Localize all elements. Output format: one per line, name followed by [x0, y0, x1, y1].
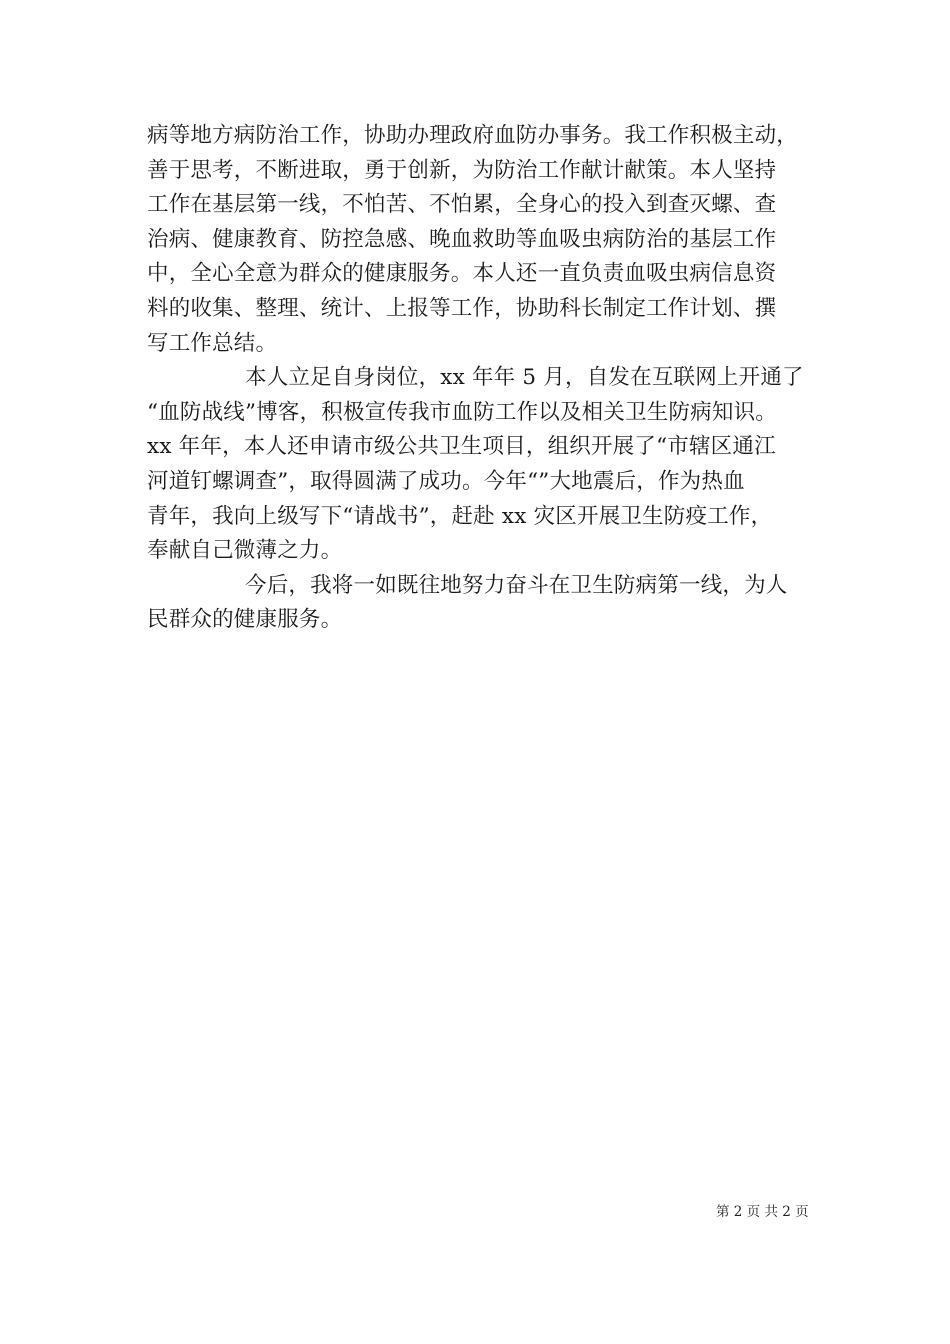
text-line: 工作在基层第一线，不怕苦、不怕累，全身心的投入到查灭螺、查 [147, 192, 777, 218]
text-line: xx 年年，本人还申请市级公共卫生项目，组织开展了“市辖区通江 [147, 434, 776, 460]
page-number-footer: 第 2 页 共 2 页 [716, 1204, 809, 1220]
text-line: “血防战线”博客，积极宣传我市血防工作以及相关卫生防病知识。 [147, 399, 777, 425]
text-line: 中，全心全意为群众的健康服务。本人还一直负责血吸虫病信息资 [147, 261, 777, 287]
document-body [147, 119, 847, 638]
text-line: 善于思考，不断进取，勇于创新，为防治工作献计献策。本人坚持 [147, 157, 777, 183]
text-line: 病等地方病防治工作，协助办理政府血防办事务。我工作积极主动， [147, 123, 799, 148]
text-line: 料的收集、整理、统计、上报等工作，协助科长制定工作计划、撰 [147, 295, 777, 321]
text-line: 治病、健康教育、防控急感、晚血救助等血吸虫病防治的基层工作 [147, 226, 777, 252]
text-line: 今后，我将一如既往地努力奋斗在卫生防病第一线，为人 [245, 572, 788, 598]
text-line: 奉献自己微薄之力。 [147, 538, 343, 564]
text-line: 青年，我向上级写下“请战书”，赶赴 xx 灾区开展卫生防疫工作， [147, 503, 773, 529]
text-line: 河道钉螺调查”，取得圆满了成功。今年“”大地震后，作为热血 [147, 468, 745, 494]
paragraph-3 [147, 569, 847, 638]
text-line: 写工作总结。 [147, 330, 278, 356]
text-line: 民群众的健康服务。 [147, 607, 343, 633]
paragraph-1 [147, 119, 847, 361]
text-line: 本人立足自身岗位，xx 年年 5 月，自发在互联网上开通了 [245, 365, 804, 391]
paragraph-2 [147, 361, 847, 569]
